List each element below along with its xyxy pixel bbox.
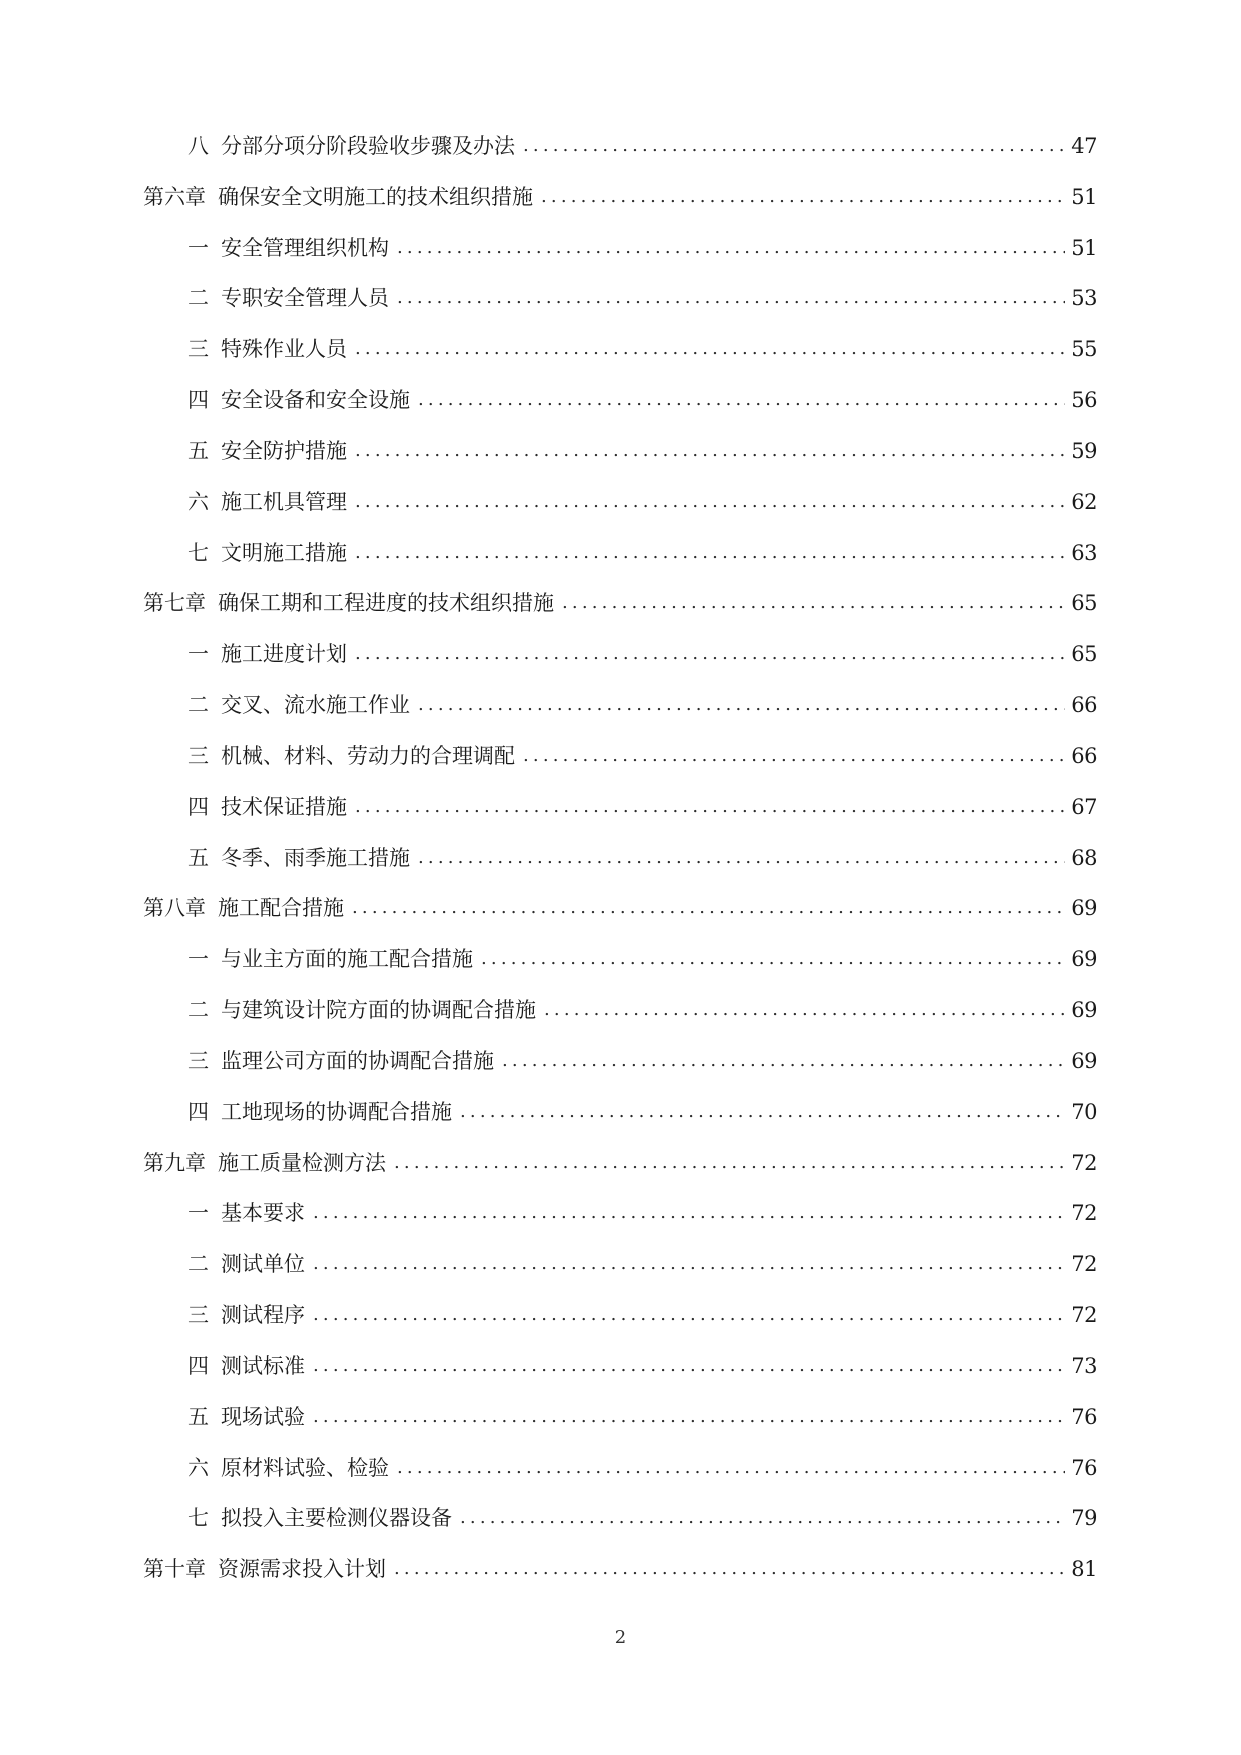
toc-entry-page: 55 xyxy=(1071,337,1097,362)
toc-entry-line xyxy=(188,436,1097,466)
toc-entry-title: 施工进度计划 xyxy=(221,642,347,667)
toc-entry-number: 三 xyxy=(188,1303,209,1328)
toc-section-entry xyxy=(0,131,1241,182)
toc-entry-number: 六 xyxy=(188,1455,209,1480)
toc-entry-line xyxy=(188,1198,1097,1228)
toc-entry-line xyxy=(188,690,1097,720)
toc-entry-number: 三 xyxy=(188,337,209,362)
toc-entry-page: 51 xyxy=(1071,235,1097,260)
toc-entry-number: 第七章 xyxy=(143,591,206,616)
toc-entry-line xyxy=(188,741,1097,771)
toc-dot-leader xyxy=(544,995,1065,1025)
toc-section-entry xyxy=(0,995,1241,1046)
toc-dot-leader xyxy=(523,741,1065,771)
toc-entry-line xyxy=(188,131,1097,161)
toc-dot-leader xyxy=(355,436,1065,466)
toc-entry-line xyxy=(188,1453,1097,1483)
toc-entry-title: 资源需求投入计划 xyxy=(218,1557,386,1582)
toc-entry-page: 72 xyxy=(1071,1303,1097,1328)
toc-entry-page: 69 xyxy=(1071,896,1097,921)
toc-entry-title: 机械、材料、劳动力的合理调配 xyxy=(221,743,515,768)
toc-dot-leader xyxy=(355,639,1065,669)
toc-entry-line xyxy=(188,1402,1097,1432)
toc-entry-line xyxy=(188,385,1097,415)
toc-section-entry xyxy=(0,1198,1241,1249)
toc-entry-line xyxy=(188,1097,1097,1127)
toc-entry-page: 62 xyxy=(1071,489,1097,514)
toc-section-entry xyxy=(0,639,1241,690)
toc-dot-leader xyxy=(397,1453,1065,1483)
toc-entry-line xyxy=(188,334,1097,364)
toc-entry-number: 七 xyxy=(188,540,209,565)
toc-entry-title: 测试标准 xyxy=(221,1353,305,1378)
toc-entry-page: 51 xyxy=(1071,184,1097,209)
toc-entry-number: 五 xyxy=(188,1404,209,1429)
toc-entry-title: 测试单位 xyxy=(221,1252,305,1277)
toc-entry-number: 四 xyxy=(188,1353,209,1378)
toc-entry-title: 安全管理组织机构 xyxy=(221,235,389,260)
toc-entry-title: 文明施工措施 xyxy=(221,540,347,565)
toc-section-entry xyxy=(0,1300,1241,1351)
toc-entry-page: 47 xyxy=(1071,134,1097,158)
toc-entry-page: 81 xyxy=(1071,1557,1097,1582)
toc-entry-line xyxy=(188,233,1097,263)
toc-dot-leader xyxy=(394,1148,1065,1178)
toc-dot-leader xyxy=(460,1503,1065,1533)
toc-entry-line xyxy=(188,995,1097,1025)
toc-dot-leader xyxy=(418,690,1065,720)
toc-entry-page: 70 xyxy=(1071,1099,1097,1124)
toc-section-entry xyxy=(0,436,1241,487)
toc-entry-number: 二 xyxy=(188,998,209,1023)
toc-entry-title: 冬季、雨季施工措施 xyxy=(221,845,410,870)
toc-entry-title: 施工质量检测方法 xyxy=(218,1150,386,1175)
toc-entry-line xyxy=(188,1351,1097,1381)
toc-dot-leader xyxy=(313,1300,1065,1330)
toc-entry-title: 与建筑设计院方面的协调配合措施 xyxy=(221,998,536,1023)
toc-dot-leader xyxy=(562,588,1065,618)
toc-entry-title: 专职安全管理人员 xyxy=(221,286,389,311)
toc-entry-line xyxy=(188,639,1097,669)
toc-entry-title: 拟投入主要检测仪器设备 xyxy=(221,1506,452,1531)
toc-dot-leader xyxy=(460,1097,1065,1127)
toc-dot-leader xyxy=(355,538,1065,568)
toc-entry-line xyxy=(188,538,1097,568)
toc-section-entry xyxy=(0,334,1241,385)
toc-dot-leader xyxy=(481,944,1065,974)
toc-chapter-entry xyxy=(0,893,1241,944)
toc-entry-line xyxy=(188,487,1097,517)
toc-entry-line xyxy=(188,1249,1097,1279)
toc-entry-number: 一 xyxy=(188,1201,209,1226)
toc-dot-leader xyxy=(313,1198,1065,1228)
toc-entry-number: 一 xyxy=(188,947,209,972)
toc-entry-page: 66 xyxy=(1071,693,1097,718)
toc-entry-title: 技术保证措施 xyxy=(221,794,347,819)
toc-entry-page: 65 xyxy=(1071,642,1097,667)
toc-section-entry xyxy=(0,1351,1241,1402)
toc-section-entry xyxy=(0,1046,1241,1097)
toc-entry-page: 73 xyxy=(1071,1353,1097,1378)
toc-entry-number: 八 xyxy=(188,134,209,158)
toc-entry-line xyxy=(143,893,1097,923)
toc-entry-title: 施工机具管理 xyxy=(221,489,347,514)
toc-entry-number: 五 xyxy=(188,845,209,870)
toc-entry-page: 69 xyxy=(1071,947,1097,972)
toc-entry-number: 一 xyxy=(188,235,209,260)
toc-dot-leader xyxy=(418,843,1065,873)
toc-section-entry xyxy=(0,487,1241,538)
toc-entry-title: 确保工期和工程进度的技术组织措施 xyxy=(218,591,554,616)
toc-entry-line xyxy=(188,792,1097,822)
table-of-contents xyxy=(0,131,1241,1605)
toc-entry-line xyxy=(188,283,1097,313)
toc-entry-page: 67 xyxy=(1071,794,1097,819)
toc-entry-title: 原材料试验、检验 xyxy=(221,1455,389,1480)
toc-entry-page: 72 xyxy=(1071,1150,1097,1175)
toc-dot-leader xyxy=(397,233,1065,263)
toc-entry-page: 66 xyxy=(1071,743,1097,768)
toc-chapter-entry xyxy=(0,1148,1241,1199)
toc-entry-line xyxy=(188,1300,1097,1330)
toc-entry-number: 一 xyxy=(188,642,209,667)
toc-entry-line xyxy=(143,588,1097,618)
toc-section-entry xyxy=(0,1097,1241,1148)
toc-entry-number: 七 xyxy=(188,1506,209,1531)
toc-entry-title: 施工配合措施 xyxy=(218,896,344,921)
toc-entry-title: 分部分项分阶段验收步骤及办法 xyxy=(221,134,515,158)
toc-entry-page: 56 xyxy=(1071,388,1097,413)
toc-entry-number: 四 xyxy=(188,388,209,413)
toc-entry-title: 与业主方面的施工配合措施 xyxy=(221,947,473,972)
toc-section-entry xyxy=(0,741,1241,792)
toc-dot-leader xyxy=(397,283,1065,313)
toc-entry-line xyxy=(143,1148,1097,1178)
toc-entry-title: 特殊作业人员 xyxy=(221,337,347,362)
toc-section-entry xyxy=(0,792,1241,843)
toc-entry-page: 68 xyxy=(1071,845,1097,870)
toc-entry-title: 安全防护措施 xyxy=(221,438,347,463)
toc-entry-number: 六 xyxy=(188,489,209,514)
toc-dot-leader xyxy=(355,487,1065,517)
toc-section-entry xyxy=(0,1503,1241,1554)
toc-entry-line xyxy=(188,1046,1097,1076)
toc-section-entry xyxy=(0,538,1241,589)
toc-entry-page: 63 xyxy=(1071,540,1097,565)
toc-section-entry xyxy=(0,233,1241,284)
toc-entry-title: 安全设备和安全设施 xyxy=(221,388,410,413)
toc-chapter-entry xyxy=(0,182,1241,233)
toc-section-entry xyxy=(0,385,1241,436)
toc-entry-number: 四 xyxy=(188,1099,209,1124)
toc-entry-title: 监理公司方面的协调配合措施 xyxy=(221,1048,494,1073)
toc-entry-page: 76 xyxy=(1071,1455,1097,1480)
toc-chapter-entry xyxy=(0,1554,1241,1605)
toc-section-entry xyxy=(0,690,1241,741)
toc-dot-leader xyxy=(394,1554,1065,1584)
toc-entry-number: 三 xyxy=(188,743,209,768)
toc-entry-page: 53 xyxy=(1071,286,1097,311)
toc-entry-page: 72 xyxy=(1071,1252,1097,1277)
toc-dot-leader xyxy=(313,1402,1065,1432)
toc-dot-leader xyxy=(352,893,1065,923)
toc-entry-title: 交叉、流水施工作业 xyxy=(221,693,410,718)
toc-entry-line xyxy=(143,182,1097,212)
toc-dot-leader xyxy=(313,1351,1065,1381)
toc-entry-title: 测试程序 xyxy=(221,1303,305,1328)
toc-entry-page: 72 xyxy=(1071,1201,1097,1226)
page-number: 2 xyxy=(614,1627,627,1648)
toc-chapter-entry xyxy=(0,588,1241,639)
toc-entry-number: 五 xyxy=(188,438,209,463)
toc-section-entry xyxy=(0,1402,1241,1453)
toc-entry-page: 79 xyxy=(1071,1506,1097,1531)
toc-dot-leader xyxy=(355,792,1065,822)
toc-entry-number: 第八章 xyxy=(143,896,206,921)
toc-entry-title: 基本要求 xyxy=(221,1201,305,1226)
toc-dot-leader xyxy=(355,334,1065,364)
toc-entry-line xyxy=(188,1503,1097,1533)
toc-entry-number: 第六章 xyxy=(143,184,206,209)
toc-dot-leader xyxy=(502,1046,1065,1076)
toc-entry-title: 工地现场的协调配合措施 xyxy=(221,1099,452,1124)
toc-entry-line xyxy=(188,944,1097,974)
toc-entry-line xyxy=(143,1554,1097,1584)
toc-entry-number: 二 xyxy=(188,1252,209,1277)
toc-section-entry xyxy=(0,1453,1241,1504)
toc-section-entry xyxy=(0,283,1241,334)
toc-entry-page: 69 xyxy=(1071,998,1097,1023)
toc-entry-page: 69 xyxy=(1071,1048,1097,1073)
toc-entry-page: 59 xyxy=(1071,438,1097,463)
toc-section-entry xyxy=(0,944,1241,995)
toc-entry-number: 三 xyxy=(188,1048,209,1073)
toc-dot-leader xyxy=(418,385,1065,415)
toc-section-entry xyxy=(0,843,1241,894)
toc-dot-leader xyxy=(541,182,1065,212)
toc-entry-page: 65 xyxy=(1071,591,1097,616)
toc-section-entry xyxy=(0,1249,1241,1300)
toc-dot-leader xyxy=(313,1249,1065,1279)
toc-entry-number: 第十章 xyxy=(143,1557,206,1582)
toc-dot-leader xyxy=(523,131,1065,161)
toc-entry-title: 现场试验 xyxy=(221,1404,305,1429)
toc-entry-line xyxy=(188,843,1097,873)
toc-entry-number: 四 xyxy=(188,794,209,819)
toc-entry-title: 确保安全文明施工的技术组织措施 xyxy=(218,184,533,209)
toc-entry-number: 第九章 xyxy=(143,1150,206,1175)
toc-entry-page: 76 xyxy=(1071,1404,1097,1429)
toc-entry-number: 二 xyxy=(188,693,209,718)
toc-entry-number: 二 xyxy=(188,286,209,311)
